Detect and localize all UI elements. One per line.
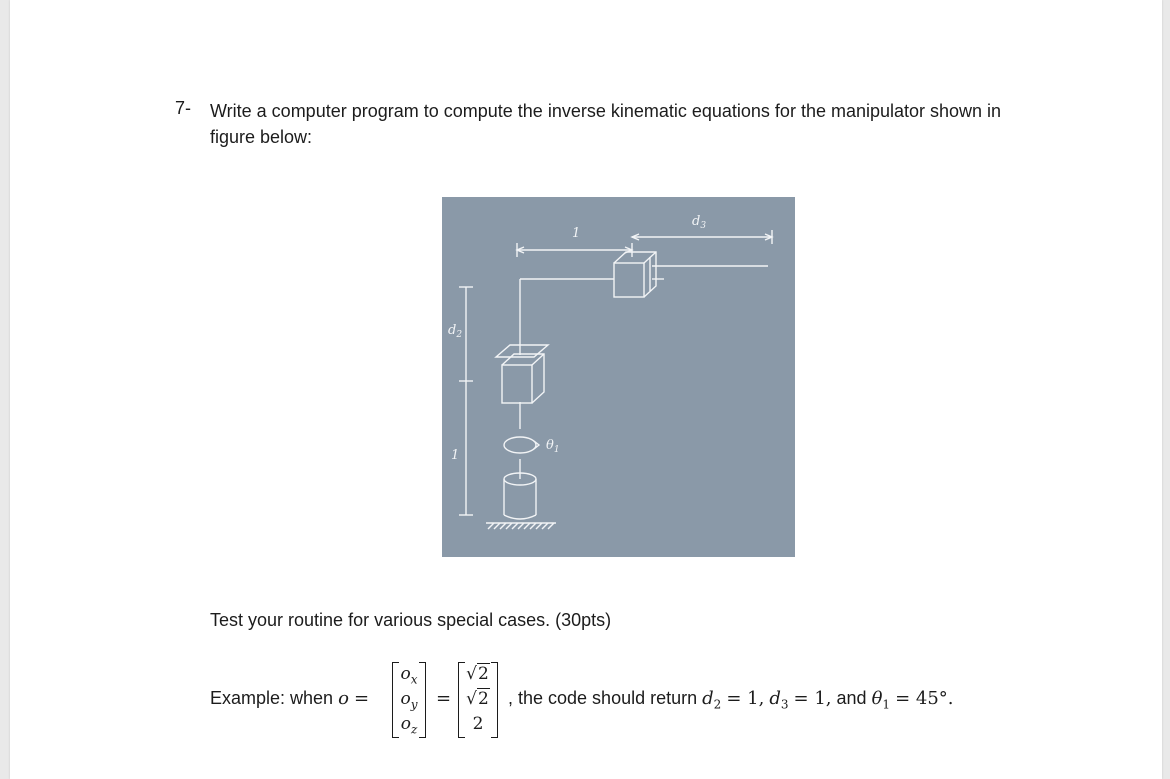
- symbol-vector: [392, 660, 426, 738]
- slider-box-front: [614, 263, 644, 297]
- value-y: √2: [466, 689, 489, 709]
- expected-result: , the code should return $d_2 = 1$, $d_3 = 1$, and $\theta_1 = 45^\circ$.: [508, 688, 954, 712]
- label-theta1: $\theta_1$: [546, 438, 560, 455]
- revolute-joint: [504, 437, 536, 453]
- vector-oz: $o_z$: [400, 714, 418, 737]
- document-page: [10, 0, 1162, 779]
- label-top-1: 1: [572, 226, 581, 241]
- prismatic-box-side: [502, 354, 544, 403]
- value-z: 2: [472, 714, 484, 734]
- ground-hatch: [488, 523, 554, 529]
- prismatic-box-cap: [496, 345, 548, 357]
- label-d2: $d_2$: [448, 323, 463, 340]
- value-vector: [458, 660, 498, 738]
- manipulator-drawing: [442, 197, 795, 557]
- prismatic-box-front: [502, 365, 532, 403]
- question-number: 7-: [175, 98, 192, 118]
- label-d3: $d_3$: [692, 214, 707, 231]
- vector-ox: $o_x$: [400, 664, 418, 687]
- test-instruction: Test your routine for various special cases. (30pts): [210, 610, 612, 630]
- value-x: √2: [466, 664, 489, 684]
- manipulator-figure: [442, 197, 795, 557]
- question-text: Write a computer program to compute the inverse kinematic equations for the manipulator shown in figure below:: [210, 101, 1002, 147]
- label-side-1: 1: [451, 448, 460, 463]
- base-bottom: [504, 515, 536, 519]
- vector-oy: $o_y$: [400, 689, 418, 712]
- example-label: Example: when o =: [210, 688, 370, 709]
- equals-sign: =: [436, 688, 452, 709]
- prismatic-box-edge: [532, 354, 544, 365]
